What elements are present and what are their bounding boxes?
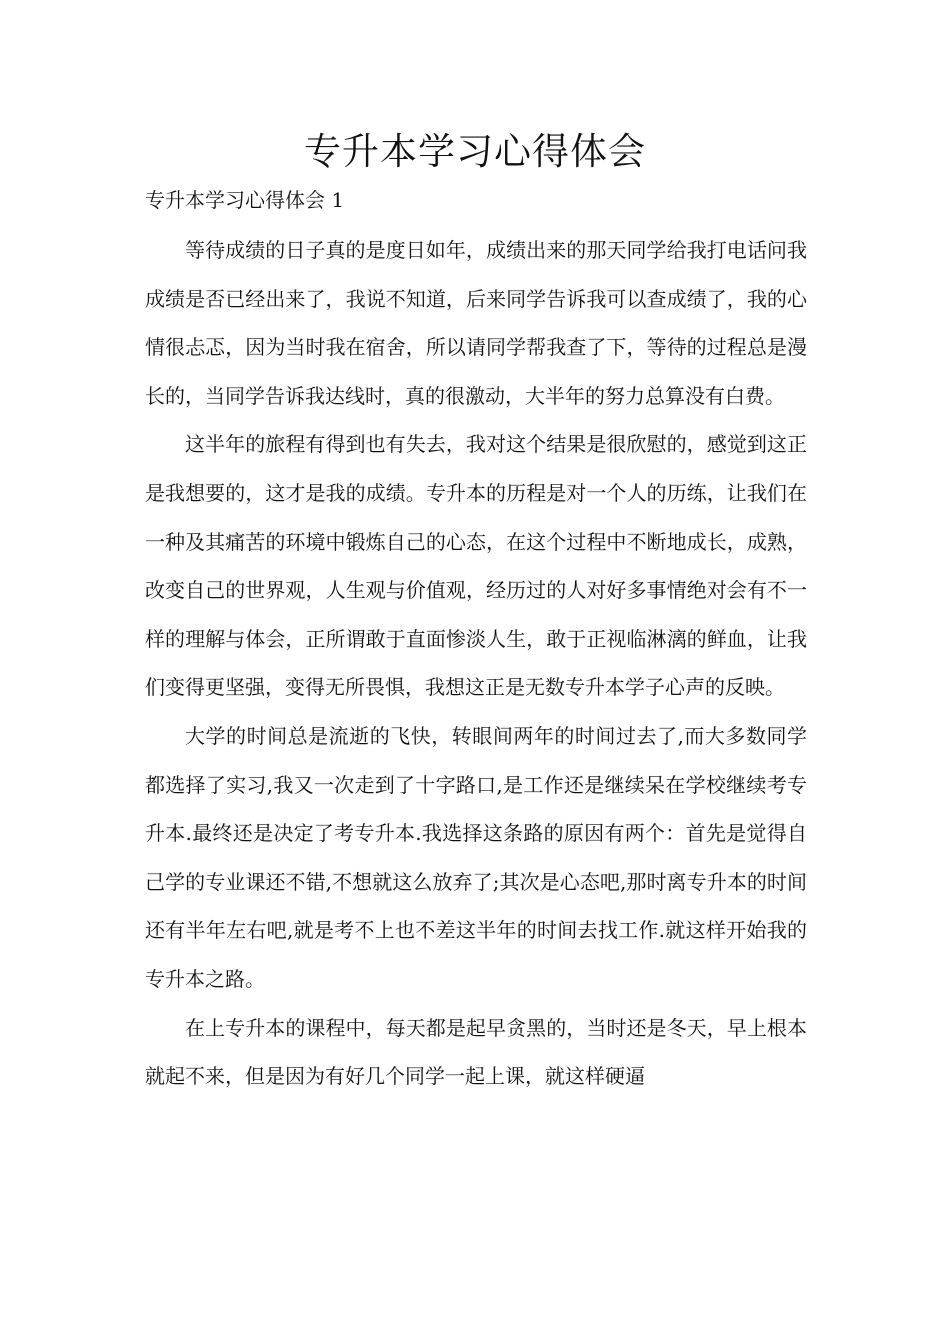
paragraph: 大学的时间总是流逝的飞快，转眼间两年的时间过去了,而大多数同学都选择了实习,我又一次走到了十字路口,是工作还是继续呆在学校继续考专升本.最终还是决定了考专升本.我选择这条路的原因有两个：首先是觉得自己学的专业课还不错,不想就这么放弃了;其次是心态吧,那时离专升本的时间还有半年左右吧,就是考不上也不差这半年的时间去找工作.就这样开始我的专升本之路。	[145, 723, 807, 991]
paragraph: 等待成绩的日子真的是度日如年，成绩出来的那天同学给我打电话问我成绩是否已经出来了，我说不知道，后来同学告诉我可以查成绩了，我的心情很忐忑，因为当时我在宿舍，所以请同学帮我查了下，等待的过程总是漫长的，当同学告诉我达线时，真的很激动，大半年的努力总算没有白费。	[145, 238, 807, 408]
document-body	[145, 226, 807, 1101]
paragraph: 在上专升本的课程中，每天都是起早贪黑的，当时还是冬天，早上根本就起不来，但是因为有好几个同学一起上课，就这样硬逼	[145, 1015, 807, 1089]
paragraph: 这半年的旅程有得到也有失去，我对这个结果是很欣慰的，感觉到这正是我想要的，这才是我的成绩。专升本的历程是对一个人的历练，让我们在一种及其痛苦的环境中锻炼自己的心态，在这个过程中不断地成长，成熟，改变自己的世界观，人生观与价值观，经历过的人对好多事情绝对会有不一样的理解与体会，正所谓敢于直面惨淡人生，敢于正视临淋漓的鲜血，让我们变得更坚强，变得无所畏惧，我想这正是无数专升本学子心声的反映。	[145, 432, 807, 700]
document-title: 专升本学习心得体会	[304, 130, 646, 173]
section-heading: 专升本学习心得体会 1	[145, 188, 345, 212]
